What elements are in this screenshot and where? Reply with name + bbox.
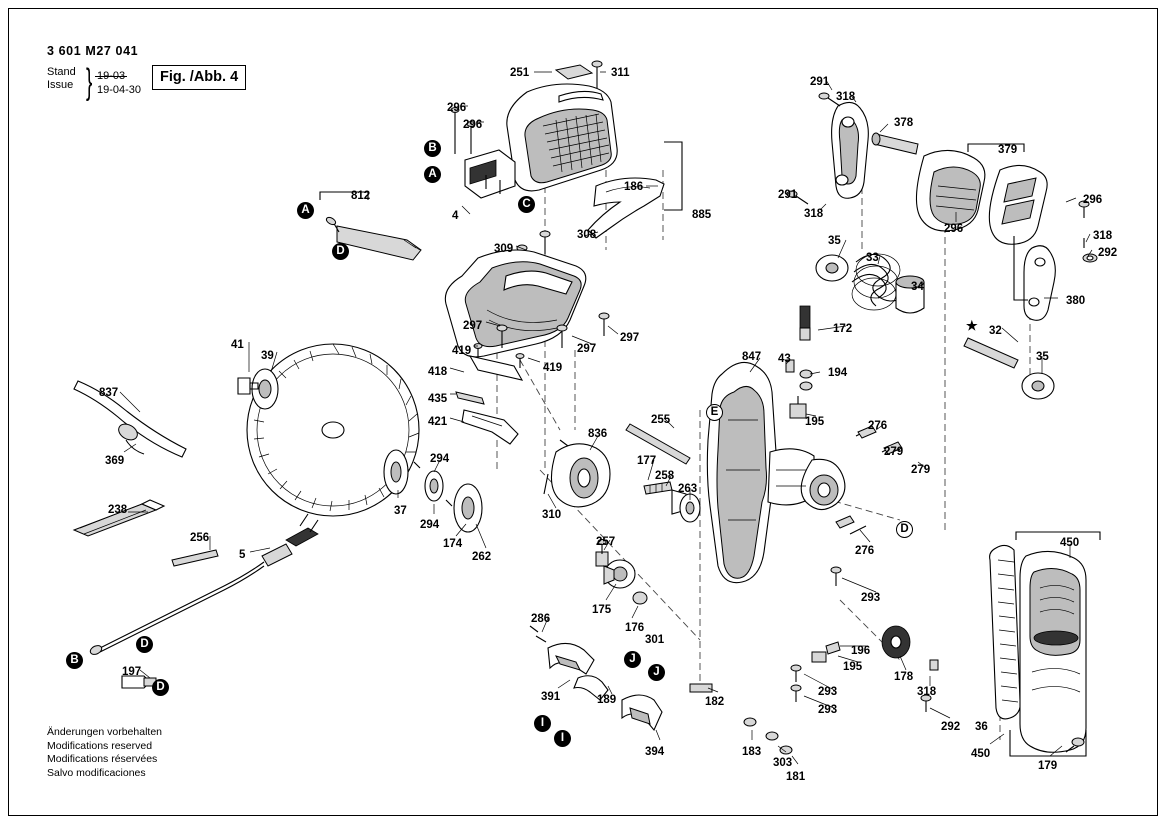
part-callout-279: 279 [911,464,931,476]
letter-marker-d: D [332,243,349,260]
part-callout-419: 419 [543,362,563,374]
part-callout-836: 836 [588,428,608,440]
letter-marker-j: J [648,664,665,681]
star-icon: ★ [966,318,978,333]
letter-marker-b: B [66,652,83,669]
letter-marker-i: I [534,715,551,732]
part-callout-291: 291 [778,189,798,201]
part-number: 3 601 M27 041 [47,44,139,58]
part-callout-419: 419 [452,345,472,357]
part-callout-251: 251 [510,67,530,79]
part-callout-297: 297 [463,320,483,332]
part-394-bracket [622,695,662,730]
letter-marker-e: E [706,404,723,421]
part-311-screw [592,61,602,88]
part-callout-194: 194 [828,367,848,379]
part-callout-318: 318 [836,91,856,103]
part-276-279-bolts [826,426,902,654]
part-callout-177: 177 [637,455,657,467]
part-callout-197: 197 [122,666,142,678]
stand-label: Stand [47,66,76,78]
letter-marker-b: B [424,140,441,157]
part-callout-39: 39 [261,350,274,362]
part-callout-175: 175 [592,604,612,616]
part-256-pin [172,550,218,566]
footer-line-fr: Modifications réservées [47,753,158,765]
stand-date: 19-03 [97,70,126,82]
footer-line-de: Änderungen vorbehalten [47,726,163,738]
part-callout-292: 292 [941,721,961,733]
part-callout-303: 303 [773,757,793,769]
part-callout-291: 291 [810,76,830,88]
part-callout-294: 294 [420,519,440,531]
part-callout-189: 189 [597,694,617,706]
part-callout-41: 41 [231,339,244,351]
part-callout-418: 418 [428,366,448,378]
part-callout-296: 296 [944,223,964,235]
part-callout-885: 885 [692,209,712,221]
letter-marker-j: J [624,651,641,668]
part-callout-195: 195 [843,661,863,673]
part-callout-450: 450 [971,748,991,760]
part-callout-196: 196 [851,645,871,657]
part-885-upper-guard [507,84,617,191]
part-callout-33: 33 [866,252,879,264]
part-callout-276: 276 [855,545,875,557]
part-callout-174: 174 [443,538,463,550]
part-43-194-195-small-hardware [786,360,812,418]
part-32-shaft [964,338,1018,368]
part-callout-297: 297 [577,343,597,355]
part-35-washer-upper [816,255,848,281]
part-182-183-303-181-hardware [690,684,792,754]
letter-marker-d: D [896,521,913,538]
part-callout-450: 450 [1060,537,1080,549]
part-callout-263: 263 [678,483,698,495]
part-callout-262: 262 [472,551,492,563]
part-callout-812: 812 [351,190,371,202]
part-callout-4: 4 [452,210,459,222]
letter-marker-d: D [152,679,169,696]
issue-date: 19-04-30 [97,83,142,96]
part-286-391-bracket [530,626,608,700]
part-callout-179: 179 [1038,760,1058,772]
part-callout-5: 5 [239,549,246,561]
part-callout-391: 391 [541,691,561,703]
part-callout-296: 296 [463,119,483,131]
part-257-175-176-spindle [596,540,647,605]
part-callout-258: 258 [655,470,675,482]
part-callout-308: 308 [577,229,597,241]
part-callout-183: 183 [742,746,762,758]
part-callout-378: 378 [894,117,914,129]
part-36-belt [990,545,1021,718]
part-callout-35: 35 [828,235,841,247]
part-callout-435: 435 [428,393,448,405]
part-callout-296: 296 [447,102,467,114]
part-callout-301: 301 [645,634,665,646]
part-callout-286: 286 [531,613,551,625]
part-35-washer-lower [1022,373,1054,399]
part-lower-table-frame [445,250,585,357]
part-837-369-wrench-rod [74,381,186,457]
part-callout-318: 318 [804,208,824,220]
part-callout-256: 256 [190,532,210,544]
part-179-housing [1020,551,1086,752]
part-4-switch-assembly [451,108,515,198]
part-836-310-motor-housing [544,440,610,507]
part-callout-172: 172 [833,323,853,335]
part-847-main-arm [707,362,848,582]
part-callout-182: 182 [705,696,725,708]
part-callout-176: 176 [625,622,645,634]
part-callout-293: 293 [818,704,838,716]
part-callout-279: 279 [884,446,904,458]
part-callout-36: 36 [975,721,988,733]
part-379-handle [916,150,1047,244]
letter-marker-a: A [297,202,314,219]
part-378-rod [872,133,918,154]
part-callout-181: 181 [786,771,806,783]
issue-label: Issue [47,78,74,91]
part-callout-255: 255 [651,414,671,426]
part-291-318-links [787,93,868,204]
letter-marker-a: A [424,166,441,183]
figure-label: Fig. /Abb. 4 [152,65,246,90]
part-callout-276: 276 [868,420,888,432]
part-callout-296: 296 [1083,194,1103,206]
part-callout-318: 318 [1093,230,1113,242]
part-callout-847: 847 [742,351,762,363]
part-callout-186: 186 [624,181,644,193]
date-brace: } [86,63,93,104]
part-callout-318: 318 [917,686,937,698]
part-251-shim [556,65,592,79]
part-callout-43: 43 [778,353,791,365]
letter-marker-c: C [518,196,535,213]
part-callout-178: 178 [894,671,914,683]
footer-line-es: Salvo modificaciones [47,766,146,779]
part-callout-421: 421 [428,416,448,428]
letter-marker-d: D [136,636,153,653]
part-callout-311: 311 [611,67,630,79]
part-172-pin [800,306,810,340]
part-255-rod [626,424,690,464]
part-callout-379: 379 [998,144,1018,156]
part-callout-37: 37 [394,505,407,517]
part-callout-369: 369 [105,455,125,467]
part-callout-293: 293 [818,686,838,698]
part-418-419-421-435-brackets [456,344,524,444]
part-callout-309: 309 [494,243,514,255]
part-callout-297: 297 [620,332,640,344]
part-callout-837: 837 [99,387,119,399]
part-callout-294: 294 [430,453,450,465]
part-callout-32: 32 [989,325,1002,337]
part-callout-257: 257 [596,536,616,548]
letter-marker-i: I [554,730,571,747]
part-39-41-flange-bolt [238,369,278,409]
part-callout-310: 310 [542,509,562,521]
part-callout-238: 238 [108,504,128,516]
part-callout-35: 35 [1036,351,1049,363]
footer-line-en: Modifications reserved [47,739,153,752]
part-callout-195: 195 [805,416,825,428]
part-callout-293: 293 [861,592,881,604]
part-callout-380: 380 [1066,295,1086,307]
part-callout-292: 292 [1098,247,1118,259]
part-callout-34: 34 [911,281,924,293]
part-callout-394: 394 [645,746,665,758]
